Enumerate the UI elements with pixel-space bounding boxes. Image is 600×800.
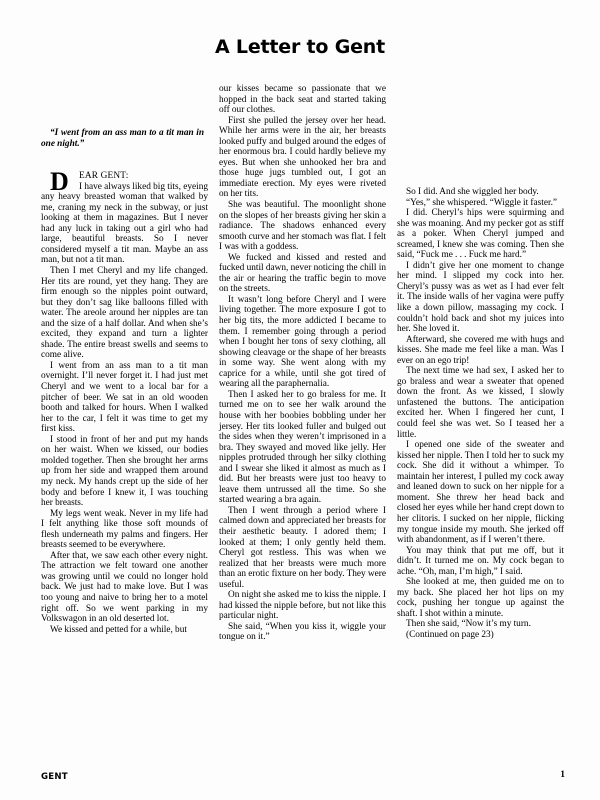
paragraph: Afterward, she covered me with hugs and kisses. She made me feel like a man. Was I ever on an ego trip! [397, 334, 564, 366]
paragraph: First she pulled the jersey over her head. While her arms were in the air, her breasts looked puffy and bulged around the edges of her enormous bra. I could hardly believe my eyes. But when she unhooked her bra and those huge jugs tumbled out, I got an immediate erection. My eyes were riveted on her tits. [219, 115, 386, 200]
quote-top-spacer [41, 84, 208, 128]
paragraph: our kisses became so passionate that we hopped in the back seat and started taking off our clothes. [219, 84, 386, 116]
pull-quote: “I went from an ass man to a tit man in one night.” [41, 128, 204, 149]
paragraph: I opened one side of the sweater and kissed her nipple. Then I told her to suck my cock. She did it without a whimper. To maintain her interest, I pulled my cock away and leaned down to suck on her nipple for a moment. She threw her head back and closed her eyes while her hand crept down to her clitoris. I sucked on her nipple, flicking my tongue inside my mouth. She jerked off with abandonment, as if I weren’t there. [397, 440, 565, 546]
footer-page-number: 1 [560, 770, 565, 780]
footer-magazine-name: GENT [41, 772, 68, 782]
page-title: A Letter to Gent [215, 36, 385, 58]
paragraph: I have always liked big tits, eyeing any heavy breasted woman that walked by me, craning my neck in the subway, or just looking at them in magazines. But I never had any luck in taking out a girl who had large, beautiful breasts. So I never considered myself a tit man. Maybe an ass man, but not a tit man. [41, 181, 208, 266]
salutation-text: EAR GENT: [78, 171, 129, 182]
paragraph: Then I asked her to go braless for me. It turned me on to see her walk around the house with her boobies bobbling under her jersey. Her tits looked fuller and bulged out the sides when they weren’t imprisoned in a bra. They swayed and moved like jelly. Her nipples protruded through her silky clothing and I swear she liked it almost as much as I did. But her breasts were just too heavy to leave them untrussed all the time. So she started wearing a bra again. [219, 389, 386, 506]
paragraph: I stood in front of her and put my hands on her waist. When we kissed, our bodies molded together. Then she brought her arms up from her side and wrapped them around my neck. My hands crept up the side of her body and before I knew it, I was touching her breasts. [41, 434, 208, 509]
column-1 [41, 84, 208, 754]
paragraph: On night she asked me to kiss the nipple. I had kissed the nipple before, but not like this particular night. [219, 590, 386, 622]
paragraph: “Yes,” she whispered. “Wiggle it faster.” [406, 197, 558, 208]
salutation [41, 167, 208, 197]
paragraph: She looked at me, then guided me on to my back. She placed her hot lips on my cock, pushing her tongue up against the shaft. I shot within a minute. [397, 577, 564, 619]
paragraph: Then she said, “Now it’s my turn. [406, 619, 531, 630]
paragraph: Then I met Cheryl and my life changed. Her tits are round, yet they hang. They are firm enough so the nipples point outward, but they don’t sag like balloons filled with water. The areole around her nipples are tan and the size of a half dollar. And when she’s excited, they expand and turn a lighter shade. The entire breast swells and seems to come alive. [41, 266, 208, 361]
paragraph: She was beautiful. The moonlight shone on the slopes of her breasts giving her skin a radiance. The shadows enhanced every smooth curve and her stomach was flat. I felt I was with a goddess. [219, 200, 386, 253]
paragraph: We kissed and petted for a while, but [50, 624, 187, 635]
paragraph: After that, we saw each other every night. The attraction we felt toward one another was growing until we could no longer hold back. We just had to make love. But I was too young and naive to bring her to a motel right off. So we went parking in my Volkswagon in an old deserted lot. [41, 550, 208, 625]
paragraph: I didn’t give her one moment to change her mind. I slipped my cock into her. Cheryl’s pussy was as wet as I had ever felt it. The inside walls of her vagina were puffy like a down pillow, massaging my cock. I couldn’t hold back and shot my juices into her. She loved it. [397, 260, 564, 335]
continued-note: (Continued on page 23) [406, 629, 494, 640]
column-3 [397, 84, 564, 754]
paragraph: I did. Cheryl’s hips were squirming and she was moaning. And my pecker got as stiff as a poker. When Cheryl jumped and screamed, I knew she was coming. Then she said, “Fuck me . . . Fuck me hard.” [397, 208, 564, 261]
paragraph: She said, “When you kiss it, wiggle your tongue on it.” [219, 621, 386, 643]
paragraph: We fucked and kissed and rested and fucked until dawn, never noticing the chill in the air or hearing the traffic begin to move on the streets. [219, 252, 386, 295]
paragraph: You may think that put me off, but it didn’t. It turned me on. My cock began to ache. “Oh, man, I’m high,” I said. [397, 545, 564, 577]
paragraph: The next time we had sex, I asked her to go braless and wear a sweater that opened down the front. As we kissed, I slowly unfastened the buttons. The anticipation excited her. When I fingered her cunt, I could feel she was wet. So I teased her a little. [397, 366, 564, 440]
column-2 [219, 84, 386, 754]
paragraph: My legs went weak. Never in my life had I felt anything like those soft mounds of flesh underneath my palms and fingers. Her breasts seemed to be everywhere. [41, 508, 208, 551]
article-columns [41, 84, 565, 754]
drop-cap: D [50, 167, 69, 197]
paragraph: It wasn’t long before Cheryl and I were living together. The more exposure I got to her big tits, the more addicted I became to them. I remember going through a period when I bought her tons of sexy clothing, all showing cleavage or the shape of her breasts in some way. She went along with my caprice for a while, until she got tired of wearing all the paraphernalia. [219, 294, 386, 390]
paragraph: Then I went through a period where I calmed down and appreciated her breasts for their aesthetic beauty. I adored them; I looked at them; I only gently held them. Cheryl got restless. This was when we realized that her breasts were much more than an erotic fixture on her body. They were useful. [219, 505, 386, 590]
column-3-top-spacer [397, 84, 564, 187]
paragraph: I went from an ass man to a tit man overnight. I’ll never forget it. I had just met Cheryl and we went to a local bar for a pitcher of beer. We sat in an old wooden booth and talked for hours. When I walked her to the car, I felt it was time to get my first kiss. [41, 360, 208, 435]
paragraph: So I did. And she wiggled her body. [406, 187, 539, 197]
